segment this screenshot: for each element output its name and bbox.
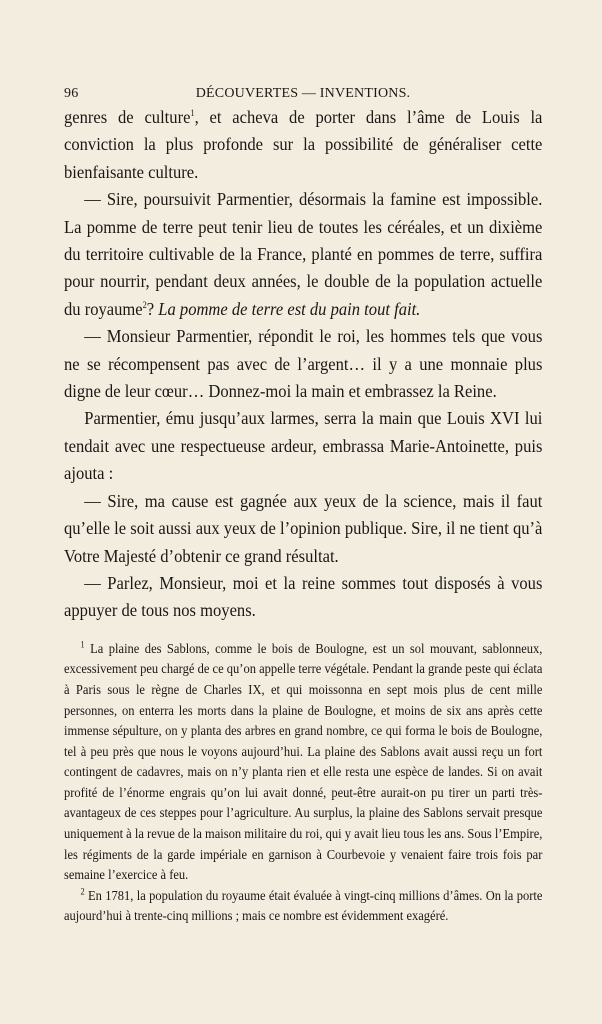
- running-header: [64, 86, 542, 102]
- footnotes: [64, 639, 542, 927]
- paragraph-1: genres de culture$^1$, et acheva de porter dans l’âme de Louis la conviction la plus profonde sur la possibilité de généraliser cette bienfaisante culture.: [64, 107, 543, 182]
- footnote-mark-1: 1: [80, 639, 85, 650]
- footnote-ref-2: 2: [142, 299, 147, 310]
- running-title: DÉCOUVERTES — INVENTIONS.: [195, 86, 411, 101]
- italic-quote: La pomme de terre est du pain tout fait.: [158, 298, 421, 319]
- paragraph-3: — Monsieur Parmentier, répondit le roi, les hommes tels que vous ne se récompensent pas avec de l’argent… il y a une monnaie plus digne de leur cœur… Donnez-moi la main et embrassez la Reine.: [64, 326, 543, 402]
- main-text: [64, 104, 542, 625]
- paragraph-2: — Sire, poursuivit Parmentier, désormais la famine est impossible. La pomme de terre peut tenir lieu de toutes les céréales, et un dixième du territoire cultivable de la France, planté en pommes de terre, suffira pour nourrir, pendant deux années, le double de la population actuelle du royaume$^2$? La pomme de terre est du pain tout fait.: [64, 189, 543, 319]
- footnote-2: $^2$ En 1781, la population du royaume était évaluée à vingt-cinq millions d’âmes. On la porte aujourd’hui à trente-cinq millions ; mais ce nombre est évidemment exagéré.: [64, 886, 543, 924]
- paragraph-5: — Sire, ma cause est gagnée aux yeux de la science, mais il faut qu’elle le soit aussi aux yeux de l’opinion publique. Sire, il ne tient qu’à Votre Majesté d’obtenir ce grand résultat.: [64, 490, 543, 566]
- footnote-mark-2: 2: [80, 886, 85, 897]
- paragraph-6: — Parlez, Monsieur, moi et la reine sommes tout disposés à vous appuyer de tous nos moyens.: [64, 572, 543, 621]
- page-number: 96: [64, 86, 79, 101]
- footnote-ref-1: 1: [190, 108, 195, 118]
- paragraph-4: Parmentier, ému jusqu’aux larmes, serra la main que Louis XVI lui tendait avec une respectueuse ardeur, embrassa Marie-Antoinette, puis ajouta :: [64, 408, 543, 484]
- footnote-1: $^1$ La plaine des Sablons, comme le bois de Boulogne, est un sol mouvant, sablonneux, excessivement peu chargé de ce qu’on appelle terre végétale. Pendant la grande peste qui éclata à Paris sous le règne de Charles IX, et qui moissonna en sept mois plus de cent mille personnes, on enterra les morts dans la plaine de Boulogne, et moins de six ans après cette immense sépulture, on y planta des arbres en grand nombre, ce qui forma le bois de Boulogne, tel à peu près que nous le voyons aujourd’hui. La plaine des Sablons avait aussi reçu un fort contingent de cadavres, mais on n’y planta rien et elle resta une espèce de landes. Si on avait profité de l’énorme engrais qu’on lui avait donné, peut-être aurait-on pu tirer un parti très-avantageux de ces steppes pour l’agriculture. Au surplus, la plaine des Sablons servait presque uniquement à la revue de la maison militaire du roi, qui y avait lieu tous les ans. Sous l’Empire, les régiments de la garde impériale en garnison à Courbevoie y venaient faire trois fois par semaine l’exercice à feu.: [64, 639, 543, 883]
